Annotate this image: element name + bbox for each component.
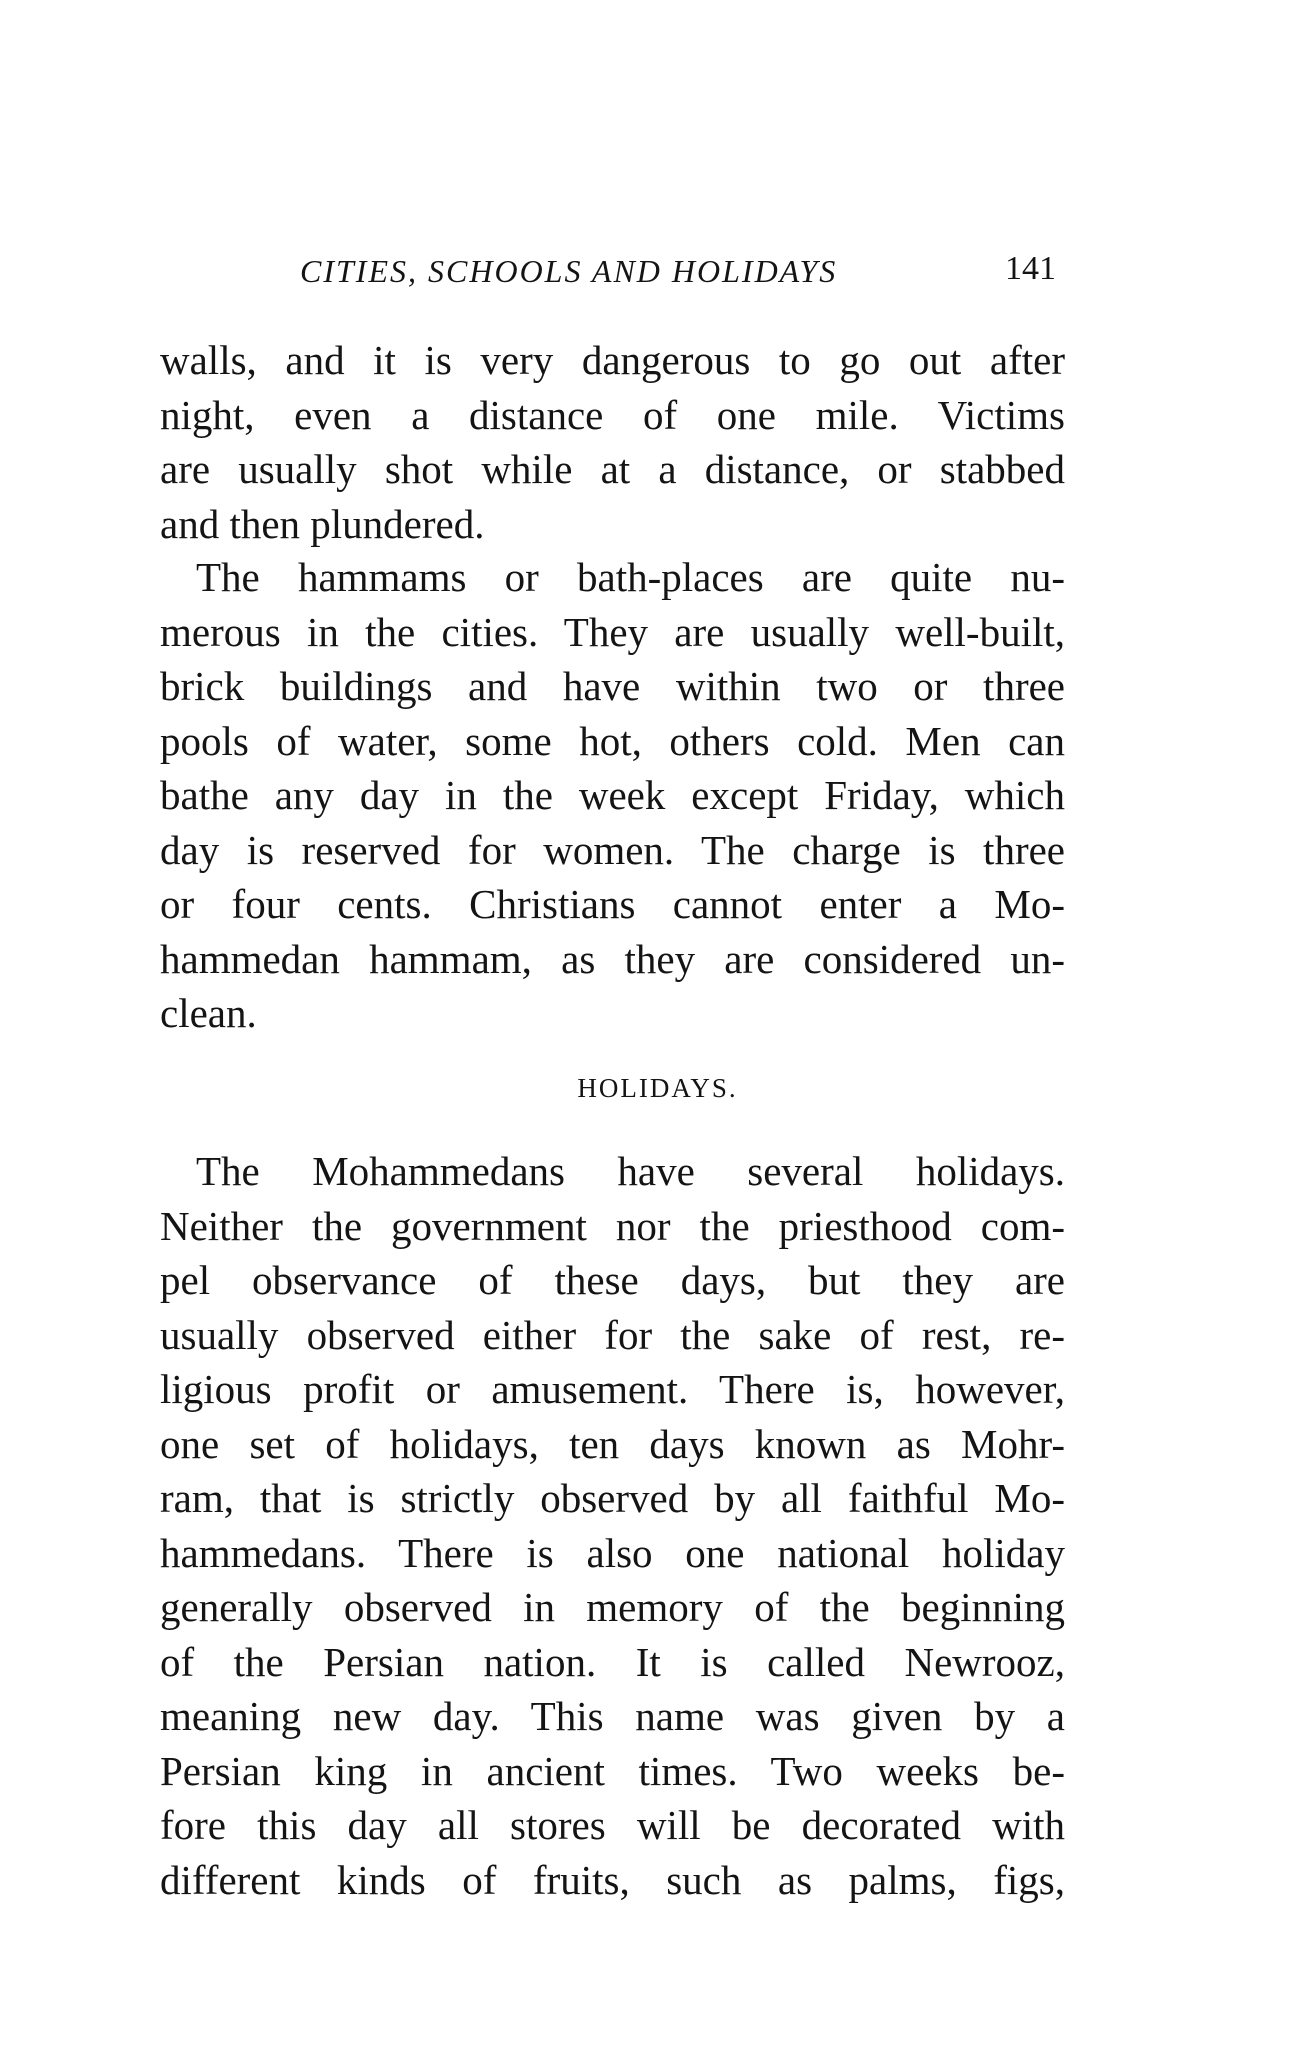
text-line: of the Persian nation. It is called Newrooz,: [160, 1638, 1065, 1685]
running-head: CITIES, SCHOOLS AND HOLIDAYS: [300, 253, 838, 289]
text-line: bathe any day in the week except Friday, which: [160, 772, 1065, 818]
text-line: Persian king in ancient times. Two weeks be-: [160, 1747, 1065, 1794]
text-line: generally observed in memory of the beginning: [160, 1584, 1065, 1630]
text-line: ligious profit or amusement. There is, however,: [160, 1366, 1065, 1412]
paragraph-hammams: [160, 550, 1065, 1041]
paragraph-holidays: [160, 1144, 1065, 1907]
page-number: 141: [1005, 250, 1056, 287]
section-heading: HOLIDAYS.: [577, 1073, 738, 1103]
text-line: ram, that is strictly observed by all faithful Mo-: [160, 1475, 1065, 1521]
text-line: night, even a distance of one mile. Victims: [160, 391, 1065, 438]
text-line: The hammams or bath-places are quite nu-: [196, 554, 1065, 600]
text-line: different kinds of fruits, such as palms, figs,: [160, 1856, 1065, 1903]
text-line: hammedans. There is also one national holiday: [160, 1529, 1065, 1576]
text-line: pel observance of these days, but they are: [160, 1257, 1065, 1303]
text-line: clean.: [160, 990, 257, 1036]
text-line: brick buildings and have within two or three: [160, 663, 1065, 709]
text-line: walls, and it is very dangerous to go out after: [160, 337, 1065, 383]
text-line: day is reserved for women. The charge is three: [160, 826, 1065, 873]
text-line: merous in the cities. They are usually well-built,: [160, 608, 1065, 655]
text-line: hammedan hammam, as they are considered un-: [160, 935, 1065, 982]
text-line: one set of holidays, ten days known as Mohr-: [160, 1420, 1065, 1467]
text-line: meaning new day. This name was given by a: [160, 1693, 1065, 1739]
text-line: and then plundered.: [160, 500, 485, 547]
text-line: Neither the government nor the priesthood com-: [160, 1202, 1065, 1249]
text-line: are usually shot while at a distance, or stabbed: [160, 446, 1065, 492]
text-line: fore this day all stores will be decorated with: [160, 1802, 1065, 1848]
text-line: usually observed either for the sake of rest, re-: [160, 1311, 1065, 1358]
text-line: pools of water, some hot, others cold. Men can: [160, 717, 1065, 764]
paragraph-walls: [160, 333, 1065, 551]
text-line: or four cents. Christians cannot enter a Mo-: [160, 881, 1065, 927]
text-line: The Mohammedans have several holidays.: [196, 1148, 1065, 1194]
